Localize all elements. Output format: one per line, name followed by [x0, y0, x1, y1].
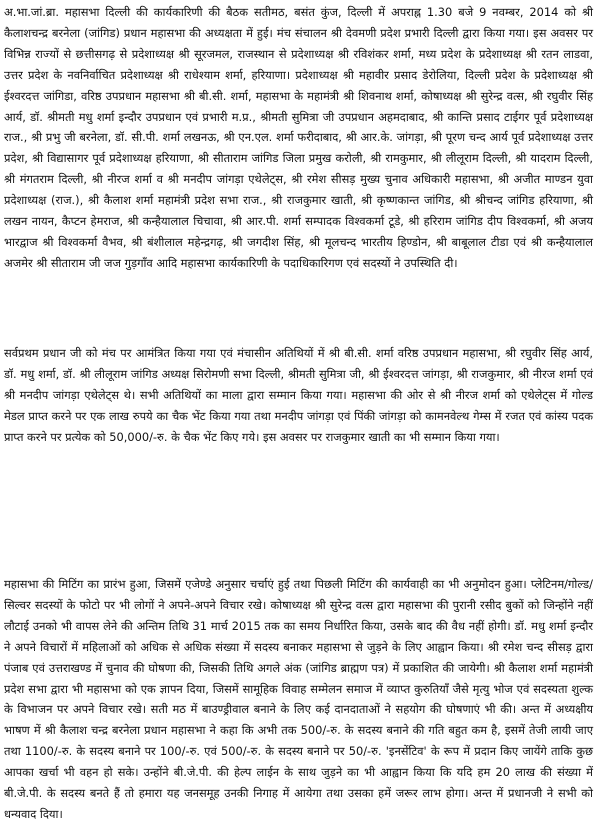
meeting-attendance-paragraph: अ.भा.जां.ब्रा. महासभा दिल्ली की कार्यकारिणी की बैठक सतीमठ, बसंत कुंज, दिल्ली में अपराह्न 1.30 बजे 9 नवम्बर, 2014 को श्री कैलाशचन्द्र बरनेला (जांगिड) प्रधान महासभा की अध्यक्षता में हुई। मंच संचालन श्री देवमणी प्रदेश प्रभारी दिल्ली द्वारा किया गया। इस अवसर पर विभिन्न राज्यों से छत्तीसगढ़ से प्रदेशाध्यक्ष श्री सूरजमल, राजस्थान से प्रदेशाध्यक्ष श्री रविशंकर शर्मा, मध्य प्रदेश के प्रदेशाध्यक्ष श्री रतन लाडवा, उत्तर प्रदेश के नवनिर्वाचित प्रदेशाध्यक्ष श्री राधेश्याम शर्मा, हरियाणा। प्रदेशाध्यक्ष श्री महावीर प्रसाद डेरोलिया, दिल्ली प्रदेश के प्रदेशाध्यक्ष श्री ईश्वरदत्त जांगिडा, वरिष्ठ उपप्रधान महासभा श्री बी.सी. शर्मा, महासभा के महामंत्री श्री शिवनाथ शर्मा, कोषाध्यक्ष श्री सुरेन्द्र वत्स, श्री रघुवीर सिंह आर्य, डॉ. श्रीमती मधु शर्मा इन्दौर उपप्रधान एवं प्रभारी म.प्र., श्रीमती सुमित्रा जी उपप्रधान अहमदाबाद, श्री कान्ति प्रसाद टाईगर पूर्व प्रदेशाध्यक्ष राज., श्री प्रभु जी बरनेला, डॉ. सी.पी. शर्मा लखनऊ, श्री एन.एल. शर्मा फरीदाबाद, श्री आर.के. जांगड़ा, श्री पूरण चन्द आर्य पूर्व प्रदेशाध्यक्ष उत्तर प्रदेश, श्री विद्यासागर पूर्व प्रदेशाध्यक्ष हरियाणा, श्री सीताराम जांगिड जिला प्रमुख करोली, श्री रामकुमार, श्री लीलूराम दिल्ली, श्री यादराम दिल्ली, श्री मंगतराम दिल्ली, श्री नीरज शर्मा व श्री मनदीप जांगड़ा एथेलेट्स, श्री रमेश सीसड़ मुख्य चुनाव अधिकारी महासभा, श्री अजीत माण्डन युवा प्रदेशाध्यक्ष (राज.), श्री कैलाश शर्मा महामंत्री प्रदेश सभा राज., श्री राजकुमार खाती, श्री कृष्णकान्त जांगिड, श्री श्रीचन्द जांगिड हरियाणा, श्री लखन नायन, कैप्टन हेमराज, श्री कन्हैयालाल चिचावा, श्री आर.पी. शर्मा सम्पादक विश्वकर्मा टूडे, श्री हरिराम जांगिड दीप विश्वकर्मा, श्री अजय भारद्वाज श्री विश्वकर्मा वैभव, श्री बंशीलाल महेन्द्रगढ़, श्री जगदीश सिंह, श्री मूलचन्द भारतीय हिण्डोन, श्री बाबूलाल टीडा एवं श्री कन्हैयालाल अजमेर श्री सीताराम जी जज गुड़गाँव आदि महासभा कार्यकारिणी के पदाधिकारिगण एवं सदस्यों ने उपस्थिति दी। [4, 5, 593, 270]
article-body [4, 2, 593, 821]
honors-paragraph: सर्वप्रथम प्रधान जी को मंच पर आमंत्रित किया गया एवं मंचासीन अतिथियों में श्री बी.सी. शर्मा वरिष्ठ उपप्रधान महासभा, श्री रघुवीर सिंह आर्य, डॉ. मधु शर्मा, डॉ. श्री लीलूराम जांगिड अध्यक्ष सिरोमणी सभा दिल्ली, श्रीमती सुमित्रा जी, श्री ईश्वरदत्त जांगड़ा, श्री राजकुमार, श्री नीरज शर्मा एवं श्री मनदीप जांगड़ा एथेलेट्स थे। सभी अतिथियों का माला द्वारा सम्मान किया गया। महासभा की ओर से श्री नीरज शर्मा को एथेलेट्स में गोल्ड मेडल प्राप्त करने पर एक लाख रुपये का चैक भेंट किया गया तथा मनदीप जांगड़ा एवं पिंकी जांगड़ा को कामनवेल्थ गेम्स में रजत एवं कांस्य पदक प्राप्त करने पर प्रत्येक को 50,000/-रु. के चैक भेंट किए गये। इस अवसर पर राजकुमार खाती का भी सम्मान किया गया। [4, 346, 593, 444]
meeting-proceedings-paragraph: महासभा की मिटिंग का प्रारंभ हुआ, जिसमें एजेण्डे अनुसार चर्चाएं हुई तथा पिछली मिटिंग की कार्यवाही का भी अनुमोदन हुआ। प्लेटिनम/गोल्ड/सिल्वर सदस्यों के फोटो पर भी लोगों ने अपने-अपने विचार रखे। कोषाध्यक्ष श्री सुरेन्द्र वत्स द्वारा महासभा की पुरानी रसीद बुकों को जिन्होंने नहीं लौटाई उनको भी वापस लेने की अन्तिम तिथि 31 मार्च 2015 तक का समय निर्धारित किया, उसके बाद की वैध नहीं होगी। डॉ. मधु शर्मा इन्दौर ने अपने विचारों में महिलाओं को अधिक से अधिक संख्या में सदस्य बनाकर महासभा से जुड़ने के लिए आह्वान किया। श्री रमेश चन्द सीसड़ द्वारा पंजाब एवं उत्तराखण्ड में चुनाव की घोषणा की, जिसकी तिथि अगले अंक (जांगिड ब्राह्मण पत्र) में प्रकाशित की जायेगी। श्री कैलाश शर्मा महामंत्री प्रदेश सभा द्वारा भी महासभा को एक ज्ञापन दिया, जिसमें सामूहिक विवाह सम्मेलन समाज में व्याप्त कुरुतियाँ जैसे मृत्यु भोज एवं सदस्यता शुल्क के विभाजन पर अपने विचार रखे। सती मठ में बाउण्ड्रीवाल बनाने के लिए कई दानदाताओं ने सहयोग की घोषणाएं भी की। अन्त में अध्यक्षीय भाषण में श्री कैलाश चन्द्र बरनेला प्रधान महासभा ने कहा कि अभी तक 500/-रु. के सदस्य बनाने की गति बहुत कम है, इसमें तेजी लायी जाए तथा 1100/-रु. के सदस्य बनाने पर 100/-रु. एवं 500/-रु. के सदस्य बनाने पर 50/-रु. 'इनसेंटिव' के रूप में प्रदान किए जायेंगे ताकि कुछ आपका खर्चा भी वहन हो सके। उन्होंने बी.जे.पी. की हेल्प लाईन के साथ जुड़ने का भी आह्वान किया कि यदि हम 20 लाख की संख्या में बी.जे.पी. के सदस्य बनते हैं तो हमारा यह जनसमूह उनकी निगाह में आयेगा तथा उसका हमें जरूर लाभ होगा। अन्त में प्रधानजी ने सभी को धन्यवाद दिया। [4, 577, 593, 821]
